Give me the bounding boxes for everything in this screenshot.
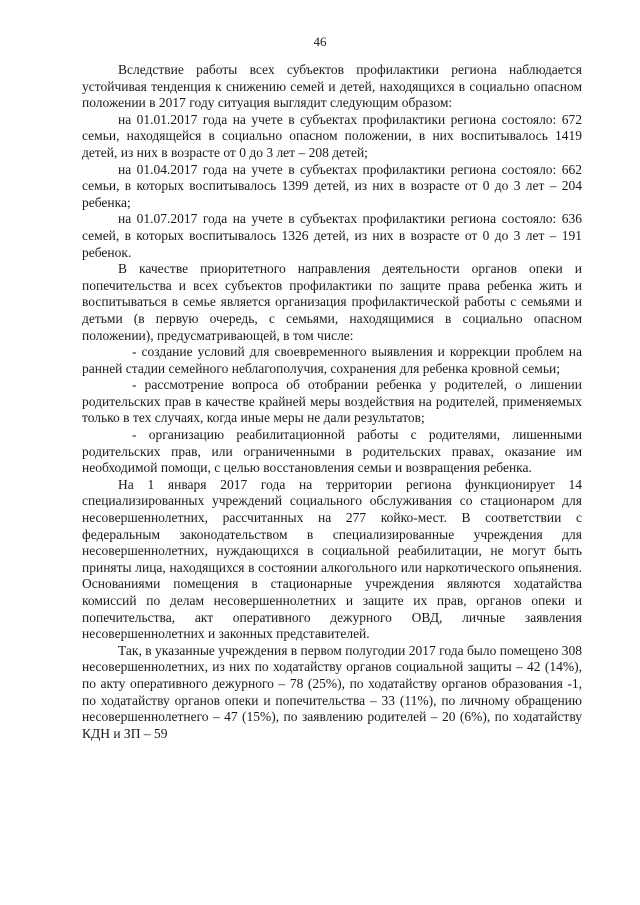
paragraph-institutions: На 1 января 2017 года на территории региона функционирует 14 специализированных учреждений социального обслуживания со стационаром для несовершеннолетних, рассчитанных на 277 койко-мест. В соответствии с федеральным законодательством в специализированные учреждения для несовершеннолетних, нуждающихся в социальной реабилитации, не могут быть приняты лица, находящихся в состоянии алкогольного или наркотического опьянения. Основаниями помещения в стационарные учреждения являются ходатайства комиссий по делам несовершеннолетних и защите их прав, органов опеки и попечительства, акт оперативного дежурного ОВД, личные заявления несовершеннолетних и законных представителей. <box>82 476 582 642</box>
page-number: 46 <box>313 34 327 49</box>
list-item-rehabilitation: - организацию реабилитационной работы с родителями, лишенными родительских прав, или ограниченными в родительских правах, оказание им необходимой помощи, с целью восстановления семьи и возвращения ребенка. <box>82 427 582 476</box>
document-body <box>82 62 582 742</box>
paragraph-stat-jan: на 01.01.2017 года на учете в субъектах профилактики региона состояло: 672 семьи, находящейся в социально опасном положении, в них воспитывалось 1419 детей, из них в возрасте от 0 до 3 лет – 208 детей; <box>82 111 582 160</box>
list-item-removal: - рассмотрение вопроса об отобрании ребенка у родителей, о лишении родительских прав в качестве крайней меры воздействия на родителей, применяемых только в тех случаях, когда иные меры не дали результатов; <box>82 377 582 426</box>
paragraph-stat-jul: на 01.07.2017 года на учете в субъектах профилактики региона состояло: 636 семей, в которых воспитывалось 1326 детей, из них в возрасте от 0 до 3 лет – 191 ребенок. <box>82 211 582 260</box>
paragraph-stat-apr: на 01.04.2017 года на учете в субъектах профилактики региона состояло: 662 семьи, в которых воспитывалось 1399 детей, из них в возрасте от 0 до 3 лет – 204 ребенка; <box>82 161 582 210</box>
paragraph-placements: Так, в указанные учреждения в первом полугодии 2017 года было помещено 308 несовершеннолетних, из них по ходатайству органов социальной защиты – 42 (14%), по акту оперативного дежурного – 78 (25%), по ходатайству органов образования -1, по ходатайству органов опеки и попечительства – 33 (11%), по личному обращению несовершеннолетнего – 47 (15%), по заявлению родителей – 20 (6%), по ходатайству КДН и ЗП – 59 <box>82 642 582 741</box>
paragraph-priority: В качестве приоритетного направления деятельности органов опеки и попечительства и всех субъектов профилактики по защите права ребенка жить и воспитываться в семье является организация профилактической работы с семьями и детьми (в первую очередь, с семьями, находящимися в социально опасном положении), предусматривающей, в том числе: <box>82 261 582 343</box>
list-item-conditions: - создание условий для своевременного выявления и коррекции проблем на ранней стадии семейного неблагополучия, сохранения для ребенка кровной семьи; <box>82 344 582 376</box>
paragraph-intro: Вследствие работы всех субъектов профилактики региона наблюдается устойчивая тенденция к снижению семей и детей, находящихся в социально опасном положении в 2017 году ситуация выглядит следующим образом: <box>82 62 582 111</box>
